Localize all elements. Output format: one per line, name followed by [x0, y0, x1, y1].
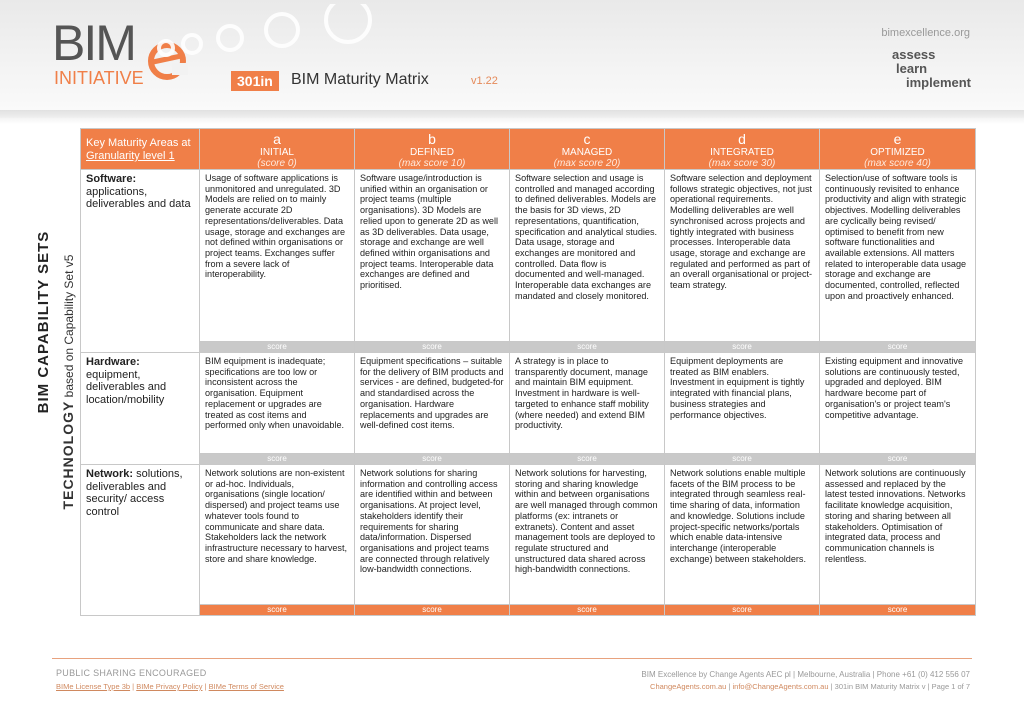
cell-software-e: Selection/use of software tools is continuously revisited to enhance productivity and align with strategic objectives. Modelling deliverables are cyclically being revised/ optimised to benefit from new software functionalities and available extensions. All matters related to interoperable data usage storage and exchange are documented, controlled, reflected upon and proactively enhanced. — [820, 170, 976, 342]
motto-implement: implement — [906, 75, 972, 90]
cell-software-c: Software selection and usage is controlled and managed according to defined deliverables. Models are the basis for 3D views, 2D representations, quantification, specification and analytical studies. Data usage, storage and exchanges are monitored and controlled. Data flow is documented and well-managed. Interoperable data exchanges are mandated and closely monitored. — [510, 170, 665, 342]
cell-network-a: Network solutions are non-existent or ad-hoc. Individuals, organisations (single location/ dispersed) and project teams use whatever tools found to communicate and share data. Stakeholders lack the network infrastructure necessary to harvest, store and share knowledge. — [200, 465, 355, 605]
score-input-software-c[interactable]: score — [510, 342, 665, 353]
column-level: INITIAL — [260, 147, 294, 158]
footer-separator: | — [204, 682, 207, 691]
cell-software-a: Usage of software applications is unmonitored and unregulated. 3D Models are relied on to mainly generate accurate 2D representations/deliverables. Data usage, storage and exchanges are not defined within organisations or project teams. Exchanges suffer from a severe lack of interoperability. — [200, 170, 355, 342]
area-detail: applications, deliverables and data — [86, 185, 191, 210]
column-level: INTEGRATED — [710, 147, 774, 158]
terms-of-service-link[interactable]: BIMe Terms of Service — [208, 682, 284, 691]
footer-separator: | — [830, 682, 833, 691]
column-level: MANAGED — [561, 147, 613, 158]
table-row-hardware — [81, 353, 976, 454]
key-areas-line1: Key Maturity Areas at — [86, 137, 191, 149]
footer-contact-links — [650, 682, 970, 692]
score-input-hardware-b[interactable]: score — [355, 454, 510, 465]
document-code-badge: 301in — [231, 71, 279, 91]
logo-initiative-text: INITIATIVE — [54, 68, 144, 88]
license-link[interactable]: BIMe License Type 3b — [56, 682, 131, 691]
column-max-score: (max score 40) — [864, 158, 931, 169]
column-letter: c — [583, 131, 591, 147]
logo-bim-text: BIM — [52, 15, 135, 71]
capability-sets-title: BIM CAPABILITY SETS — [35, 230, 52, 414]
column-max-score: (max score 20) — [553, 158, 621, 169]
company-website-link[interactable]: ChangeAgents.com.au — [650, 682, 727, 691]
column-level: DEFINED — [410, 147, 454, 158]
column-max-score: (score 0) — [257, 158, 297, 169]
column-letter: d — [738, 131, 746, 147]
matrix-header-row — [81, 129, 976, 170]
decorative-rings-icon — [152, 4, 372, 64]
contact-email-link[interactable]: info@ChangeAgents.com.au — [732, 682, 829, 691]
footer-legal-links — [56, 682, 284, 692]
column-max-score: (max score 10) — [398, 158, 466, 169]
area-hardware — [81, 353, 200, 465]
page-number: 301in BIM Maturity Matrix v | Page 1 of 7 — [834, 682, 970, 691]
score-row-software — [81, 342, 976, 353]
score-input-hardware-e[interactable]: score — [820, 454, 976, 465]
area-detail: solutions, deliverables and security/ access control — [86, 468, 183, 518]
technology-label: TECHNOLOGY — [60, 400, 76, 510]
site-url[interactable]: bimexcellence.org — [881, 27, 970, 39]
cell-software-d: Software selection and deployment follows strategic objectives, not just operational requirements. Modelling deliverables are well synchronised across projects and tightly integrated with business processes. Interoperable data usage, storage and exchange are regulated and performed as part of an overall organisational or project-team strategy. — [665, 170, 820, 342]
cell-hardware-a: BIM equipment is inadequate; specifications are too low or inconsistent across the organisation. Equipment replacement or upgrades are treated as cost items and performed only when unavoidable. — [200, 353, 355, 454]
cell-network-c: Network solutions for harvesting, storing and sharing knowledge within and between organisations are well managed through common platforms (ex: intranets or extranets). Content and asset management tools are deployed to regulate structured and unstructured data shared across high-bandwidth connections. — [510, 465, 665, 605]
column-header-a — [200, 129, 355, 170]
area-name: Network: — [86, 468, 134, 480]
score-row-network — [81, 605, 976, 616]
score-input-network-e[interactable]: score — [820, 605, 976, 616]
score-input-hardware-a[interactable]: score — [200, 454, 355, 465]
page-title: BIM Maturity Matrix — [291, 71, 429, 88]
area-network — [81, 465, 200, 616]
cell-network-e: Network solutions are continuously assessed and replaced by the latest tested innovations. Networks facilitate knowledge acquisition, storing and sharing between all stakeholders. Optimisation of integrated data, process and communication channels is relentless. — [820, 465, 976, 605]
column-header-b — [355, 129, 510, 170]
footer-sharing-notice: PUBLIC SHARING ENCOURAGED — [56, 668, 207, 678]
column-letter: b — [428, 131, 436, 147]
motto-assess: assess — [892, 47, 936, 62]
area-name: Software: — [86, 173, 137, 185]
cell-hardware-c: A strategy is in place to transparently document, manage and maintain BIM equipment. Investment in hardware is well-targeted to enhance staff mobility (where needed) and extend BIM productivity. — [510, 353, 665, 454]
column-letter: a — [273, 131, 281, 147]
column-header-c — [510, 129, 665, 170]
score-input-hardware-c[interactable]: score — [510, 454, 665, 465]
footer-company-info: BIM Excellence by Change Agents AEC pl | Melbourne, Australia | Phone +61 (0) 412 556 07 — [641, 670, 970, 679]
score-input-software-a[interactable]: score — [200, 342, 355, 353]
score-input-network-d[interactable]: score — [665, 605, 820, 616]
cell-software-b: Software usage/introduction is unified within an organisation or project teams (multiple organisations). 3D Models are relied upon to generate 2D as well as 3D deliverables. Data usage, storage and exchange are well defined within organisations and project teams. Interoperable data exchanges are defined and prioritised. — [355, 170, 510, 342]
score-input-network-c[interactable]: score — [510, 605, 665, 616]
cell-hardware-e: Existing equipment and innovative solutions are continuously tested, upgraded and deployed. BIM hardware become part of organisation's or project team's competitive advantage. — [820, 353, 976, 454]
score-row-hardware — [81, 454, 976, 465]
maturity-matrix-table — [80, 128, 976, 616]
score-input-software-e[interactable]: score — [820, 342, 976, 353]
privacy-policy-link[interactable]: BIMe Privacy Policy — [136, 682, 203, 691]
header-shadow — [0, 110, 1024, 124]
capability-set-version: based on Capability Set v5 — [62, 254, 76, 401]
column-letter: e — [893, 131, 902, 147]
capability-set-subtitle — [58, 222, 78, 542]
motto-learn: learn — [896, 61, 928, 76]
footer-divider — [52, 658, 972, 659]
cell-hardware-b: Equipment specifications – suitable for the delivery of BIM products and services - are defined, budgeted-for and standardised across the organisation. Hardware replacements and upgrades are well-defined cost items. — [355, 353, 510, 454]
footer-separator: | — [728, 682, 731, 691]
cell-network-b: Network solutions for sharing information and controlling access are identified within and between organisations. At project level, stakeholders identify their requirements for sharing data/information. Dispersed organisations and project teams are connected through relatively low-bandwidth connections. — [355, 465, 510, 605]
key-areas-line2[interactable]: Granularity level 1 — [86, 150, 175, 162]
area-detail: equipment, deliverables and location/mobility — [86, 368, 167, 406]
score-input-software-d[interactable]: score — [665, 342, 820, 353]
score-input-network-b[interactable]: score — [355, 605, 510, 616]
table-row-network — [81, 465, 976, 605]
column-header-e — [820, 129, 976, 170]
area-name: Hardware: — [86, 356, 140, 368]
footer-separator: | — [132, 682, 135, 691]
column-header-d — [665, 129, 820, 170]
column-level: OPTIMIZED — [870, 147, 925, 158]
area-software — [81, 170, 200, 353]
column-max-score: (max score 30) — [708, 158, 776, 169]
table-row-software — [81, 170, 976, 342]
cell-hardware-d: Equipment deployments are treated as BIM enablers. Investment in equipment is tightly integrated with financial plans, business strategies and performance objectives. — [665, 353, 820, 454]
score-input-software-b[interactable]: score — [355, 342, 510, 353]
score-input-network-a[interactable]: score — [200, 605, 355, 616]
score-input-hardware-d[interactable]: score — [665, 454, 820, 465]
key-areas-header — [81, 129, 200, 170]
cell-network-d: Network solutions enable multiple facets of the BIM process to be integrated through seamless real-time sharing of data, information and knowledge. Solutions include project-specific networks/portals which enable data-intensive interchange (interoperable exchange) between stakeholders. — [665, 465, 820, 605]
document-version: v1.22 — [471, 75, 498, 87]
motto — [892, 48, 970, 90]
